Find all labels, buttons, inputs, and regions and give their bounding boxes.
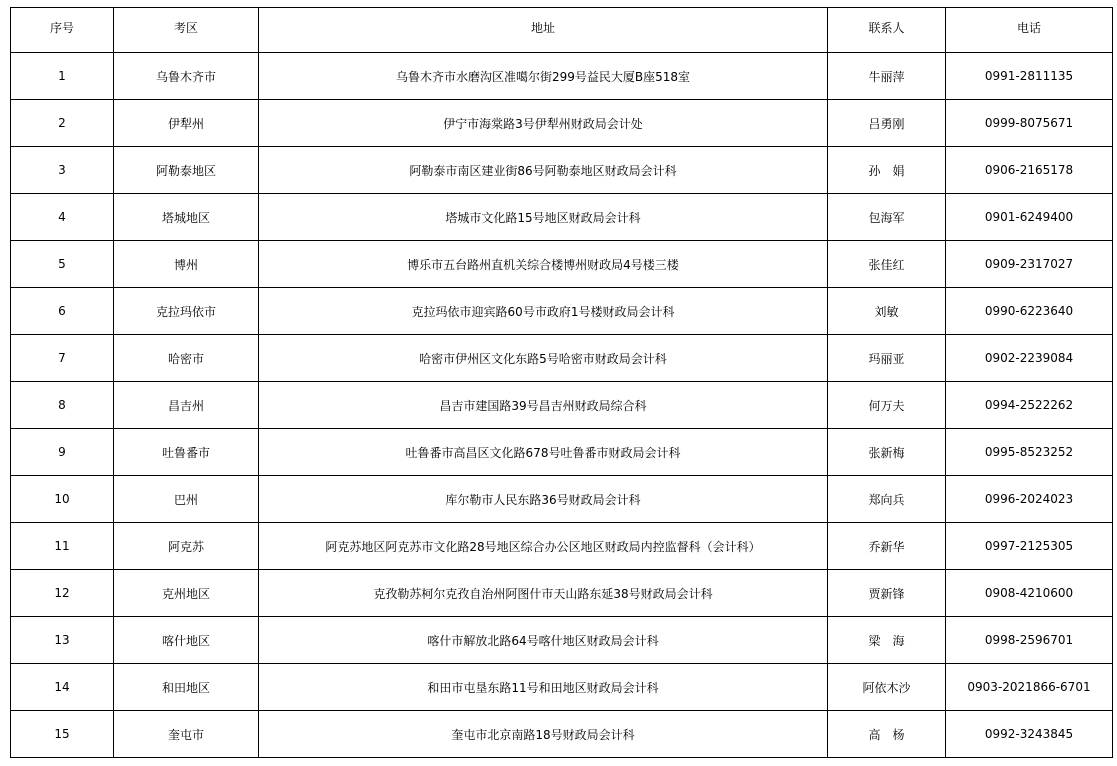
table-row [11,711,1113,758]
row-region: 哈密市 [114,335,259,382]
row-phone: 0909-2317027 [946,241,1113,288]
table-row [11,382,1113,429]
row-address: 博乐市五台路州直机关综合楼博州财政局4号楼三楼 [259,241,828,288]
row-phone: 0999-8075671 [946,100,1113,147]
table-row [11,288,1113,335]
table-row [11,429,1113,476]
row-region: 巴州 [114,476,259,523]
row-index: 9 [11,429,114,476]
table-row [11,53,1113,100]
row-contact: 牛丽萍 [828,53,946,100]
row-region: 塔城地区 [114,194,259,241]
table-row [11,570,1113,617]
row-region: 克拉玛依市 [114,288,259,335]
table-row [11,194,1113,241]
row-index: 15 [11,711,114,758]
table-body [11,53,1113,758]
row-address: 吐鲁番市高昌区文化路678号吐鲁番市财政局会计科 [259,429,828,476]
row-address: 塔城市文化路15号地区财政局会计科 [259,194,828,241]
row-address: 阿克苏地区阿克苏市文化路28号地区综合办公区地区财政局内控监督科（会计科） [259,523,828,570]
row-contact: 孙 娟 [828,147,946,194]
row-region: 博州 [114,241,259,288]
row-contact: 梁 海 [828,617,946,664]
row-region: 乌鲁木齐市 [114,53,259,100]
row-phone: 0991-2811135 [946,53,1113,100]
row-phone: 0994-2522262 [946,382,1113,429]
row-index: 2 [11,100,114,147]
row-phone: 0996-2024023 [946,476,1113,523]
row-contact: 张佳红 [828,241,946,288]
row-index: 12 [11,570,114,617]
row-region: 喀什地区 [114,617,259,664]
row-contact: 玛丽亚 [828,335,946,382]
table-row [11,476,1113,523]
row-region: 克州地区 [114,570,259,617]
row-contact: 包海军 [828,194,946,241]
row-contact: 刘敏 [828,288,946,335]
table-row [11,100,1113,147]
row-index: 6 [11,288,114,335]
row-address: 和田市屯垦东路11号和田地区财政局会计科 [259,664,828,711]
row-address: 昌吉市建国路39号昌吉州财政局综合科 [259,382,828,429]
row-region: 伊犁州 [114,100,259,147]
row-phone: 0992-3243845 [946,711,1113,758]
header-contact: 联系人 [828,8,946,53]
row-index: 5 [11,241,114,288]
row-phone: 0997-2125305 [946,523,1113,570]
row-index: 8 [11,382,114,429]
row-contact: 郑向兵 [828,476,946,523]
row-phone: 0902-2239084 [946,335,1113,382]
table-row [11,523,1113,570]
row-index: 7 [11,335,114,382]
exam-region-contact-table [10,7,1113,758]
row-contact: 吕勇刚 [828,100,946,147]
row-phone: 0990-6223640 [946,288,1113,335]
row-address: 克孜勒苏柯尔克孜自治州阿图什市天山路东延38号财政局会计科 [259,570,828,617]
row-index: 10 [11,476,114,523]
row-address: 哈密市伊州区文化东路5号哈密市财政局会计科 [259,335,828,382]
row-contact: 贾新锋 [828,570,946,617]
row-address: 奎屯市北京南路18号财政局会计科 [259,711,828,758]
contact-table-container [10,7,1112,758]
table-row [11,147,1113,194]
row-region: 吐鲁番市 [114,429,259,476]
header-address: 地址 [259,8,828,53]
row-phone: 0906-2165178 [946,147,1113,194]
row-phone: 0908-4210600 [946,570,1113,617]
row-address: 阿勒泰市南区建业街86号阿勒泰地区财政局会计科 [259,147,828,194]
row-address: 库尔勒市人民东路36号财政局会计科 [259,476,828,523]
row-phone: 0901-6249400 [946,194,1113,241]
row-contact: 何万夫 [828,382,946,429]
row-index: 13 [11,617,114,664]
table-row [11,335,1113,382]
row-index: 14 [11,664,114,711]
row-region: 和田地区 [114,664,259,711]
table-header-row [11,8,1113,53]
row-contact: 张新梅 [828,429,946,476]
row-index: 4 [11,194,114,241]
row-region: 阿勒泰地区 [114,147,259,194]
row-index: 3 [11,147,114,194]
row-region: 阿克苏 [114,523,259,570]
row-contact: 乔新华 [828,523,946,570]
row-phone: 0903-2021866-6701 [946,664,1113,711]
row-contact: 高 杨 [828,711,946,758]
row-phone: 0995-8523252 [946,429,1113,476]
row-index: 1 [11,53,114,100]
row-contact: 阿依木沙 [828,664,946,711]
table-row [11,617,1113,664]
header-index: 序号 [11,8,114,53]
header-region: 考区 [114,8,259,53]
header-phone: 电话 [946,8,1113,53]
row-region: 奎屯市 [114,711,259,758]
row-address: 喀什市解放北路64号喀什地区财政局会计科 [259,617,828,664]
table-row [11,664,1113,711]
row-address: 伊宁市海棠路3号伊犁州财政局会计处 [259,100,828,147]
row-address: 克拉玛依市迎宾路60号市政府1号楼财政局会计科 [259,288,828,335]
row-address: 乌鲁木齐市水磨沟区准噶尔街299号益民大厦B座518室 [259,53,828,100]
table-row [11,241,1113,288]
row-region: 昌吉州 [114,382,259,429]
row-index: 11 [11,523,114,570]
row-phone: 0998-2596701 [946,617,1113,664]
